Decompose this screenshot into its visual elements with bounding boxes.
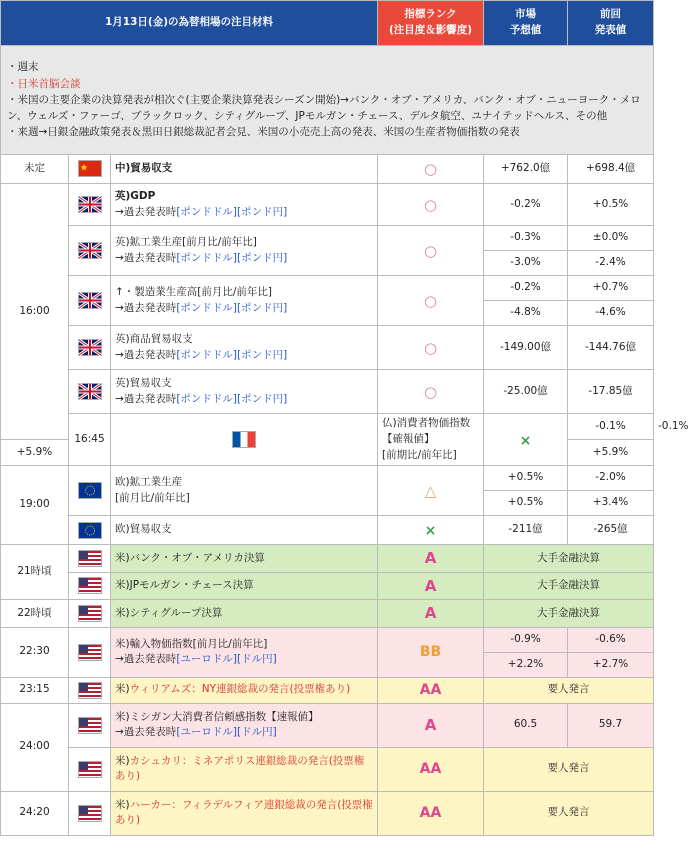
eu-flag-icon xyxy=(78,482,102,499)
uk-flag-icon xyxy=(78,339,102,356)
header-row xyxy=(1,1,654,46)
table-row: 欧)貿易収支 × -211億 -265億 xyxy=(1,516,654,545)
table-row: 英)貿易収支 →過去発表時[ポンドドル][ポンド円] ○ -25.00億 -17.85億 xyxy=(1,370,654,414)
table-row: 19:00 欧)鉱工業生産 [前月比/前年比] △ +0.5% -2.0% xyxy=(1,466,654,491)
table-row: +0.5% +3.4% xyxy=(1,491,654,516)
table-row: 米)JPモルガン・チェース決算 A 大手金融決算 xyxy=(1,572,654,600)
us-flag-icon xyxy=(78,550,102,567)
table-row: +2.2% +2.7% xyxy=(1,652,654,677)
table-row: 22:30 米)輸入物価指数[前月比/前年比] →過去発表時[ユーロドル][ドル円] BB -0.9% -0.6% xyxy=(1,627,654,652)
eu-flag-icon xyxy=(78,522,102,539)
notes-box: ・週末 ・日米首脳会談 ・米国の主要企業の決算発表が相次ぐ(主要企業決算発表シーズン開始)→バンク・オブ・アメリカ、バンク・オブ・ニューヨーク・メロン、ウェルズ・ファーゴ、ブラックロック、シティグループ、JPモルガン・チェース、デルタ航空、ユナイテッドヘルス、その他 ・来週→日銀金融政策発表＆黒田日銀総裁記者会見、米国の小売売上高の発表、米国の生産者物価指数の発表 xyxy=(1,46,654,155)
table-row: 23:15 米)ウィリアムズ：NY連銀総裁の発言(投票権あり) AA 要人発言 xyxy=(1,677,654,703)
table-row: -3.0% -2.4% xyxy=(1,251,654,276)
table-row: 24:20 米)ハーカー：フィラデルフィア連銀総裁の発言(投票権あり) AA 要人発言 xyxy=(1,791,654,835)
table-row: -4.8% -4.6% xyxy=(1,301,654,326)
rank-header: 指標ランク (注目度＆影響度) xyxy=(378,1,484,46)
uk-flag-icon xyxy=(78,292,102,309)
us-flag-icon xyxy=(78,644,102,661)
notes-row xyxy=(1,46,654,155)
uk-flag-icon xyxy=(78,196,102,213)
previous-header: 前回 発表値 xyxy=(568,1,654,46)
table-row: +5.9% +5.9% xyxy=(1,440,654,466)
table-row: 16:45 仏)消費者物価指数【確報値】 [前期比/前年比] × -0.1% -0.1% xyxy=(1,414,654,440)
table-row: 英)商品貿易収支 →過去発表時[ポンドドル][ポンド円] ○ -149.00億 -144.76億 xyxy=(1,326,654,370)
us-flag-icon xyxy=(78,682,102,699)
table-row: 米)カシュカリ：ミネアポリス連銀総裁の発言(投票権あり) AA 要人発言 xyxy=(1,747,654,791)
table-row: 16:00 英)GDP →過去発表時[ポンドドル][ポンド円] ○ -0.2% +0.5% xyxy=(1,184,654,226)
us-flag-icon xyxy=(78,717,102,734)
table-row: 21時頃 米)バンク・オブ・アメリカ決算 A 大手金融決算 xyxy=(1,545,654,573)
us-flag-icon xyxy=(78,605,102,622)
uk-flag-icon xyxy=(78,383,102,400)
table-title: 1月13日(金)の為替相場の注目材料 xyxy=(1,1,378,46)
france-flag-icon xyxy=(232,431,256,448)
forecast-header: 市場 予想値 xyxy=(484,1,568,46)
china-flag-icon xyxy=(78,160,102,177)
us-flag-icon xyxy=(78,805,102,822)
us-flag-icon xyxy=(78,761,102,778)
uk-flag-icon xyxy=(78,242,102,259)
table-row: 22時頃 米)シティグループ決算 A 大手金融決算 xyxy=(1,600,654,628)
table-row: 24:00 米)ミシガン大消費者信頼感指数【速報値】 →過去発表時[ユーロドル][ドル円] A 60.5 59.7 xyxy=(1,703,654,747)
table-row: 未定 中)貿易収支 ○ +762.0億 +698.4億 xyxy=(1,155,654,184)
us-flag-icon xyxy=(78,577,102,594)
table-row: ↑・製造業生産高[前月比/前年比] →過去発表時[ポンドドル][ポンド円] ○ -0.2% +0.7% xyxy=(1,276,654,301)
table-row: 英)鉱工業生産[前月比/前年比] →過去発表時[ポンドドル][ポンド円] ○ -0.3% ±0.0% xyxy=(1,226,654,251)
